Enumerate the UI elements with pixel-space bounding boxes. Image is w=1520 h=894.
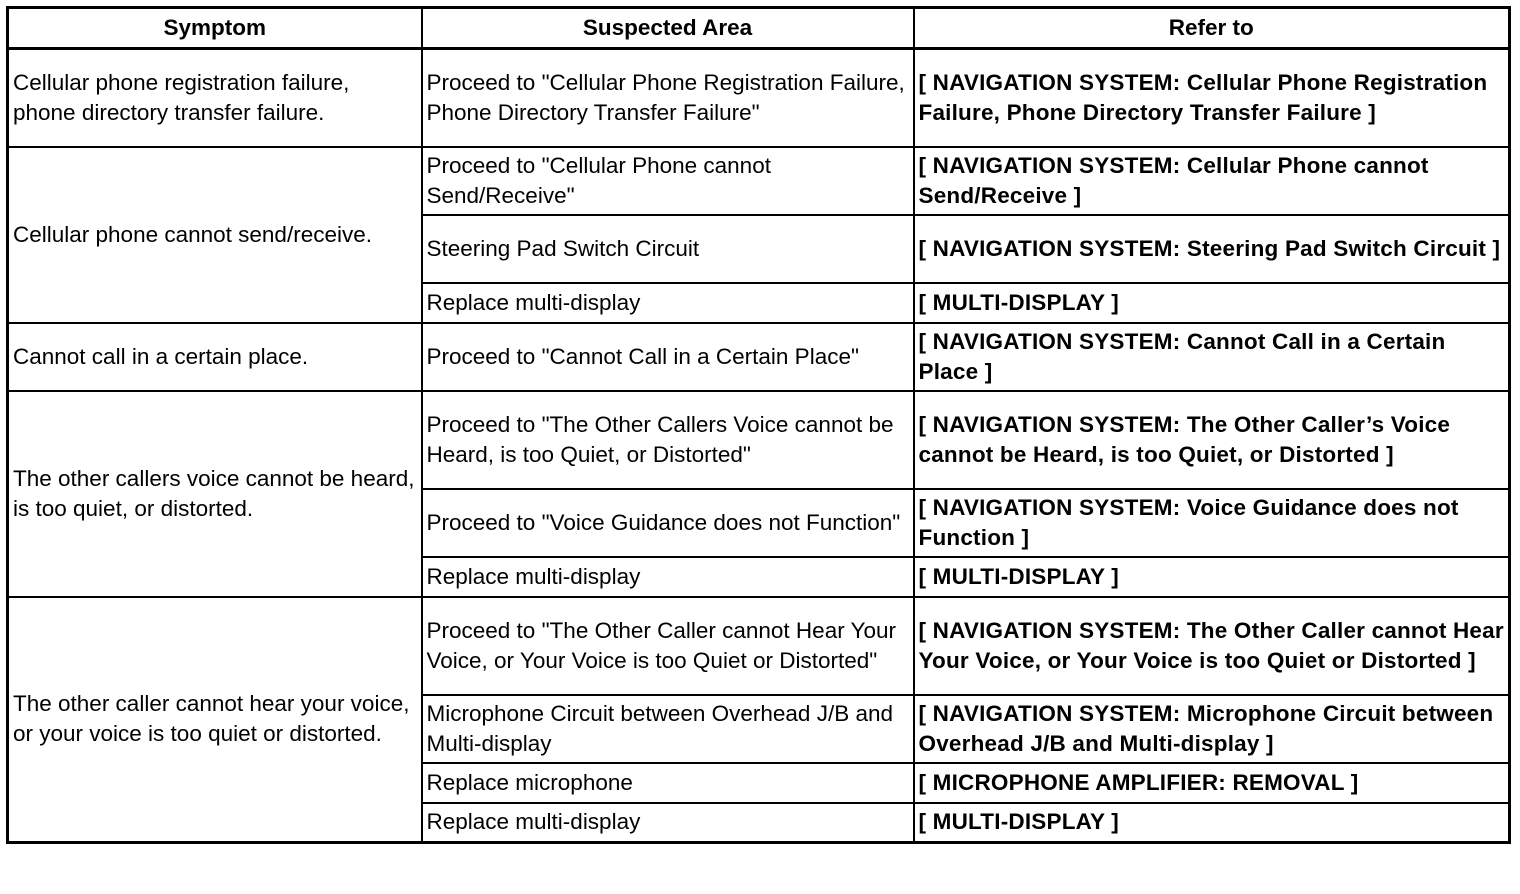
symptom-cell: The other caller cannot hear your voice, or your voice is too quiet or distorted.: [8, 597, 422, 843]
suspected-area-cell: Proceed to "Cellular Phone Registration Failure, Phone Directory Transfer Failure": [422, 49, 914, 147]
suspected-area-cell: Proceed to "The Other Callers Voice cannot be Heard, is too Quiet, or Distorted": [422, 391, 914, 489]
suspected-area-cell: Proceed to "Voice Guidance does not Function": [422, 489, 914, 557]
table-row: [8, 597, 1510, 695]
suspected-area-cell: Proceed to "Cellular Phone cannot Send/Receive": [422, 147, 914, 215]
refer-to-link[interactable]: [ NAVIGATION SYSTEM: The Other Caller cannot Hear Your Voice, or Your Voice is too Quiet or Distorted ]: [914, 597, 1510, 695]
refer-to-link[interactable]: [ NAVIGATION SYSTEM: Steering Pad Switch Circuit ]: [914, 215, 1510, 283]
suspected-area-cell: Replace multi-display: [422, 283, 914, 323]
refer-to-link[interactable]: [ NAVIGATION SYSTEM: Microphone Circuit between Overhead J/B and Multi-display ]: [914, 695, 1510, 763]
suspected-area-cell: Proceed to "Cannot Call in a Certain Place": [422, 323, 914, 391]
suspected-area-cell: Proceed to "The Other Caller cannot Hear Your Voice, or Your Voice is too Quiet or Distorted": [422, 597, 914, 695]
suspected-area-cell: Replace multi-display: [422, 803, 914, 843]
suspected-area-cell: Steering Pad Switch Circuit: [422, 215, 914, 283]
symptom-cell: Cellular phone registration failure, phone directory transfer failure.: [8, 49, 422, 147]
refer-to-link[interactable]: [ NAVIGATION SYSTEM: The Other Caller’s Voice cannot be Heard, is too Quiet, or Distorted ]: [914, 391, 1510, 489]
refer-to-link[interactable]: [ MULTI-DISPLAY ]: [914, 803, 1510, 843]
header-suspected-area: Suspected Area: [422, 8, 914, 49]
suspected-area-cell: Replace microphone: [422, 763, 914, 803]
refer-to-link[interactable]: [ NAVIGATION SYSTEM: Cellular Phone cannot Send/Receive ]: [914, 147, 1510, 215]
table-row: [8, 49, 1510, 147]
refer-to-link[interactable]: [ NAVIGATION SYSTEM: Cannot Call in a Certain Place ]: [914, 323, 1510, 391]
table-row: [8, 147, 1510, 215]
refer-to-link[interactable]: [ MULTI-DISPLAY ]: [914, 283, 1510, 323]
header-symptom: Symptom: [8, 8, 422, 49]
symptom-table: [6, 6, 1511, 844]
header-row: [8, 8, 1510, 49]
symptom-cell: The other callers voice cannot be heard, is too quiet, or distorted.: [8, 391, 422, 597]
symptom-cell: Cellular phone cannot send/receive.: [8, 147, 422, 323]
refer-to-link[interactable]: [ NAVIGATION SYSTEM: Voice Guidance does not Function ]: [914, 489, 1510, 557]
suspected-area-cell: Microphone Circuit between Overhead J/B and Multi-display: [422, 695, 914, 763]
suspected-area-cell: Replace multi-display: [422, 557, 914, 597]
header-refer-to: Refer to: [914, 8, 1510, 49]
refer-to-link[interactable]: [ NAVIGATION SYSTEM: Cellular Phone Registration Failure, Phone Directory Transfer Failure ]: [914, 49, 1510, 147]
refer-to-link[interactable]: [ MICROPHONE AMPLIFIER: REMOVAL ]: [914, 763, 1510, 803]
refer-to-link[interactable]: [ MULTI-DISPLAY ]: [914, 557, 1510, 597]
table-row: [8, 391, 1510, 489]
symptom-cell: Cannot call in a certain place.: [8, 323, 422, 391]
table-row: [8, 323, 1510, 391]
